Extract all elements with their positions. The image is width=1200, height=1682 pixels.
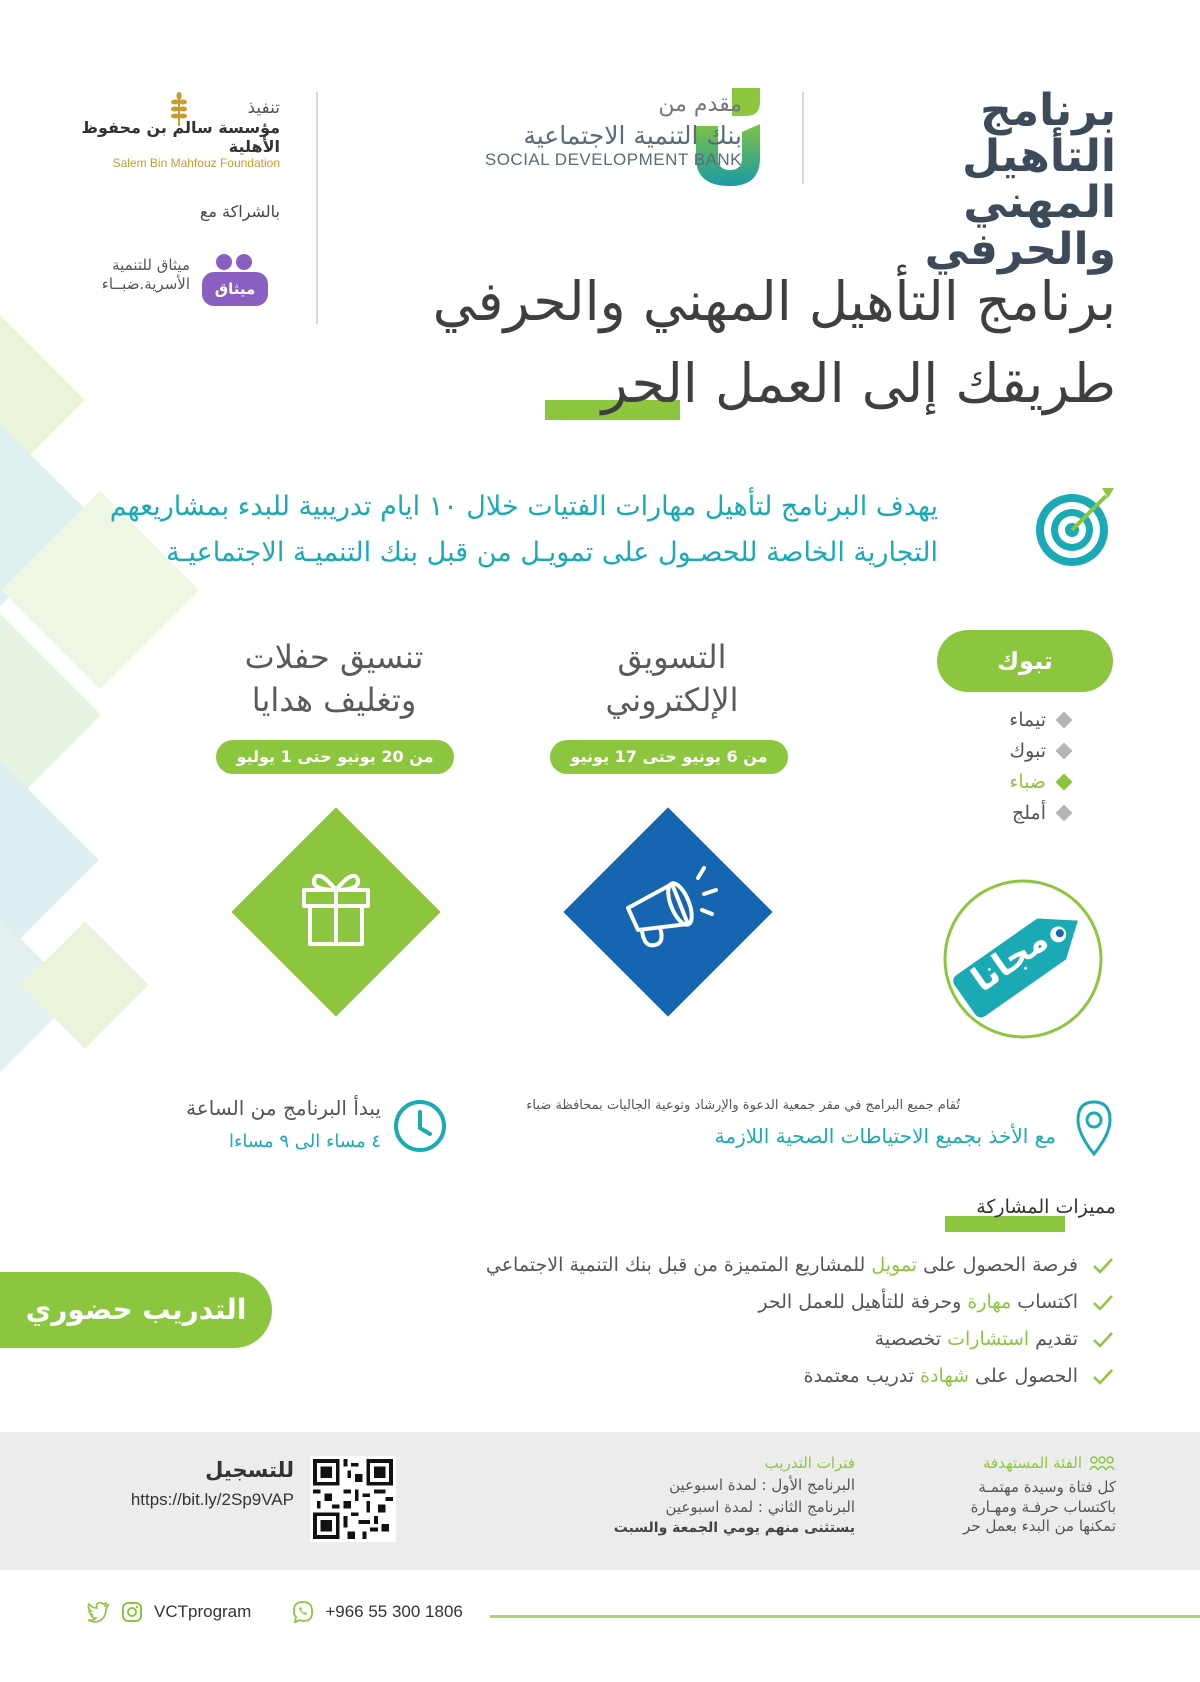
- page-title-line1: برنامج التأهيل المهني والحرفي: [432, 270, 1116, 333]
- feature-text-before: فرصة الحصول على: [917, 1253, 1078, 1276]
- audience-line3: تمكنها من البدء بعمل حر: [963, 1517, 1116, 1535]
- bullet-diamond-icon: [1056, 711, 1073, 728]
- feature-text-before: اكتساب: [1011, 1290, 1078, 1313]
- bullet-diamond-icon: [1056, 742, 1073, 759]
- mithaq-text-line2: الأسرية.ضبــاء: [101, 274, 190, 293]
- region-button[interactable]: تبوك: [937, 630, 1113, 692]
- feature-text-after: تخصصية: [874, 1327, 948, 1350]
- location-label: ضباء: [1009, 770, 1046, 793]
- bullet-diamond-icon: [1056, 773, 1073, 790]
- feature-highlight: استشارات: [947, 1327, 1030, 1350]
- feature-text-after: تدريب معتمدة: [803, 1364, 921, 1387]
- program-logo-line2: المهني والحرفي: [924, 177, 1116, 275]
- feature-text: [875, 1328, 1078, 1350]
- location-label: تبوك: [1009, 739, 1046, 762]
- feature-text-after: وحرفة للتأهيل للعمل الحر: [758, 1290, 968, 1313]
- partnership-label: بالشراكة مع: [199, 202, 280, 221]
- whatsapp-icon[interactable]: [291, 1600, 315, 1624]
- location-item[interactable]: [1009, 766, 1070, 797]
- free-tag-label: مجانا: [964, 919, 1056, 1001]
- course-title-marketing: [522, 636, 822, 722]
- feature-text-after: للمشاريع المتميزة من قبل بنك التنمية الاجتماعي: [485, 1253, 872, 1276]
- wheat-icon: [168, 92, 190, 128]
- feature-highlight: مهارة: [967, 1290, 1012, 1313]
- mithaq-badge-text: ميثاق: [214, 280, 256, 298]
- location-item[interactable]: [1009, 735, 1070, 766]
- check-icon: [1092, 1293, 1114, 1311]
- goal-line1: يهدف البرنامج لتأهيل مهارات الفتيات خلال ١٠ ايام تدريبية للبدء بمشاريعهم: [109, 491, 938, 522]
- footer-divider: [490, 1615, 1200, 1618]
- location-item[interactable]: [1009, 797, 1070, 828]
- instagram-icon[interactable]: [120, 1600, 144, 1624]
- target-icon: [1032, 484, 1118, 570]
- mithaq-text-line1: ميثاق للتنمية: [112, 256, 190, 274]
- venue-precautions: مع الأخذ بجميع الاحتياطات الصحية اللازمة: [714, 1124, 1056, 1148]
- goal-text: [58, 484, 938, 576]
- qr-code[interactable]: [310, 1456, 396, 1542]
- check-icon: [1092, 1367, 1114, 1385]
- mithaq-text: [80, 256, 190, 294]
- location-label: تيماء: [1009, 708, 1046, 731]
- feature-item: [486, 1320, 1114, 1357]
- location-item[interactable]: [1009, 704, 1070, 735]
- course-title-line1: تنسيق حفلات: [244, 638, 424, 676]
- training-periods: [595, 1454, 855, 1536]
- qr-code-icon: [313, 1459, 393, 1539]
- foundation-name-en: Salem Bin Mahfouz Foundation: [112, 156, 280, 170]
- location-list: [1009, 704, 1070, 828]
- header-divider: [316, 92, 318, 324]
- course-title-gifts: [184, 636, 484, 722]
- bullet-diamond-icon: [1056, 804, 1073, 821]
- bank-logo: [482, 92, 742, 170]
- register-title: للتسجيل: [205, 1458, 294, 1482]
- feature-item: [486, 1283, 1114, 1320]
- course-dates-gifts: من 20 يونيو حتى 1 يوليو: [216, 740, 454, 774]
- gift-icon: [296, 862, 376, 948]
- training-mode-badge: التدريب حضوري: [0, 1272, 272, 1348]
- check-icon: [1092, 1330, 1114, 1348]
- feature-text: [758, 1291, 1078, 1313]
- location-pin-icon: [1074, 1098, 1114, 1158]
- register-url[interactable]: https://bit.ly/2Sp9VAP: [130, 1490, 294, 1509]
- audience-title: الفئة المستهدفة: [983, 1454, 1082, 1472]
- course-title-line2: وتغليف هدايا: [251, 681, 417, 720]
- megaphone-icon: [612, 858, 724, 958]
- page-title-line2: طريقك إلى العمل الحر: [601, 352, 1116, 415]
- program-logo: [866, 85, 1116, 275]
- bank-presented-by: مقدم من: [658, 92, 742, 117]
- period-row-1: البرنامج الأول : لمدة اسبوعين: [669, 1476, 855, 1494]
- check-icon: [1092, 1256, 1114, 1274]
- feature-highlight: شهادة: [920, 1364, 970, 1387]
- features-list: [486, 1246, 1114, 1394]
- goal-line2: التجارية الخاصة للحصـول على تمويـل من قبل بنك التنميـة الاجتماعيـة: [166, 536, 938, 568]
- audience-section: [911, 1454, 1116, 1537]
- course-title-line2: الإلكتروني: [605, 681, 739, 720]
- period-row-2: البرنامج الثاني : لمدة اسبوعين: [665, 1498, 855, 1516]
- program-logo-line1: برنامج التأهيل: [962, 85, 1116, 183]
- twitter-icon[interactable]: [86, 1600, 110, 1624]
- venue-note: تُقام جميع البرامج في مقر جمعية الدعوة والإرشاد وتوعية الجاليات بمحافظة ضباء: [526, 1098, 960, 1113]
- periods-note: يستثنى منهم يومي الجمعة والسبت: [613, 1520, 855, 1536]
- clock-icon: [392, 1098, 448, 1154]
- bank-name-ar: بنك التنمية الاجتماعية: [523, 121, 742, 150]
- feature-text-before: تقديم: [1029, 1327, 1078, 1350]
- bank-name-en: SOCIAL DEVELOPMENT BANK: [484, 150, 742, 169]
- location-label: أملج: [1011, 801, 1046, 824]
- social-handle[interactable]: VCTprogram: [154, 1602, 252, 1621]
- course-dates-marketing: من 6 يونيو حتى 17 يونيو: [550, 740, 788, 774]
- register-section: [94, 1458, 294, 1510]
- implementation-label: تنفيذ: [247, 98, 280, 118]
- audience-line2: باكتساب حرفـة ومهـارة: [970, 1497, 1116, 1516]
- course-title-line1: التسويق: [617, 638, 727, 676]
- feature-item: [486, 1246, 1114, 1283]
- footer-contacts: [86, 1600, 463, 1624]
- phone-number[interactable]: +966 55 300 1806: [325, 1602, 463, 1621]
- audience-heading: [911, 1454, 1116, 1472]
- features-underline: [945, 1216, 1065, 1232]
- time-value: ٤ مساء الى ٩ مساءا: [228, 1131, 381, 1152]
- header-divider: [802, 92, 804, 184]
- feature-text: [804, 1365, 1078, 1387]
- features-title: مميزات المشاركة: [976, 1196, 1116, 1218]
- foundation-name-ar: مؤسسة سالم بن محفوظ الأهلية: [81, 118, 280, 156]
- periods-title: فترات التدريب: [764, 1454, 855, 1472]
- audience-body: [911, 1478, 1116, 1537]
- feature-highlight: تمويل: [871, 1253, 918, 1276]
- feature-item: [486, 1357, 1114, 1394]
- people-icon: [1088, 1455, 1116, 1471]
- feature-text-before: الحصول على: [969, 1364, 1078, 1387]
- feature-text: [486, 1254, 1078, 1276]
- time-label: يبدأ البرنامج من الساعة: [186, 1096, 381, 1120]
- audience-line1: كل فتاة وسيدة مهتمـة: [978, 1478, 1116, 1496]
